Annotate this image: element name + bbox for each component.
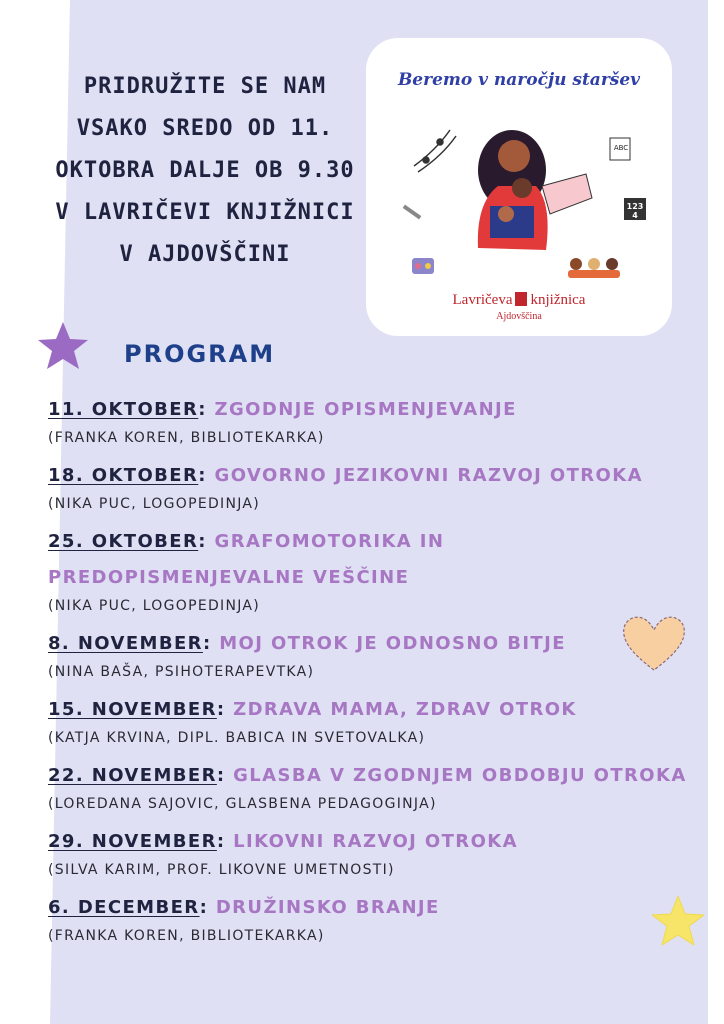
- item-topic: ZGODNJE OPISMENJEVANJE: [214, 399, 517, 420]
- intro-line: V LAVRIČEVI KNJIŽNICI: [55, 200, 355, 225]
- program-item: 25. OKTOBER: GRAFOMOTORIKA IN PREDOPISMENJEVALNE VEŠČINE (NIKA PUC, LOGOPEDINJA): [48, 524, 708, 616]
- program-item: 18. OKTOBER: GOVORNO JEZIKOVNI RAZVOJ OTROKA (NIKA PUC, LOGOPEDINJA): [48, 458, 708, 514]
- logo-text-right: knjižnica: [530, 292, 586, 308]
- item-speaker: (NIKA PUC, LOGOPEDINJA): [48, 496, 261, 512]
- children-icon: [568, 258, 620, 278]
- intro-line: VSAKO SREDO OD 11.: [76, 116, 334, 141]
- item-speaker: (KATJA KRVINA, DIPL. BABICA IN SVETOVALKA): [48, 730, 426, 746]
- number-block-label: 1234: [626, 202, 644, 220]
- library-location: Ajdovščina: [496, 311, 542, 322]
- music-notes-icon: [414, 130, 456, 172]
- item-topic: DRUŽINSKO BRANJE: [215, 897, 440, 918]
- program-item: 22. NOVEMBER: GLASBA V ZGODNJEM OBDOBJU OTROKA (LOREDANA SAJOVIC, GLASBENA PEDAGOGINJA): [48, 758, 708, 814]
- item-date: 15. NOVEMBER: [48, 699, 217, 720]
- item-topic: GOVORNO JEZIKOVNI RAZVOJ OTROKA: [214, 465, 643, 486]
- item-speaker: (LOREDANA SAJOVIC, GLASBENA PEDAGOGINJA): [48, 796, 437, 812]
- book-icon: [515, 292, 527, 306]
- intro-line: PRIDRUŽITE SE NAM: [83, 74, 327, 99]
- item-topic: LIKOVNI RAZVOJ OTROKA: [233, 831, 518, 852]
- program-item: 15. NOVEMBER: ZDRAVA MAMA, ZDRAV OTROK (KATJA KRVINA, DIPL. BABICA IN SVETOVALKA): [48, 692, 708, 748]
- intro-line: V AJDOVŠČINI: [119, 242, 291, 267]
- item-speaker: (NIKA PUC, LOGOPEDINJA): [48, 598, 261, 614]
- program-item: 29. NOVEMBER: LIKOVNI RAZVOJ OTROKA (SILVA KARIM, PROF. LIKOVNE UMETNOSTI): [48, 824, 708, 880]
- item-speaker: (SILVA KARIM, PROF. LIKOVNE UMETNOSTI): [48, 862, 395, 878]
- program-list: [48, 392, 708, 956]
- illustration-card: [366, 38, 672, 336]
- abc-block-label: ABC: [613, 144, 629, 152]
- item-speaker: (FRANKA KOREN, BIBLIOTEKARKA): [48, 928, 325, 944]
- item-date: 25. OKTOBER: [48, 531, 199, 552]
- program-item: 11. OKTOBER: ZGODNJE OPISMENJEVANJE (FRANKA KOREN, BIBLIOTEKARKA): [48, 392, 708, 448]
- library-logo: [366, 292, 672, 309]
- item-date: 8. NOVEMBER: [48, 633, 203, 654]
- purple-star-icon: [36, 320, 90, 372]
- item-topic: GRAFOMOTORIKA IN PREDOPISMENJEVALNE VEŠČINE: [48, 531, 445, 588]
- pencil-icon: [403, 205, 422, 220]
- item-date: 22. NOVEMBER: [48, 765, 217, 786]
- logo-text-left: Lavričeva: [452, 292, 513, 308]
- yellow-star-icon: [650, 894, 706, 948]
- item-date: 29. NOVEMBER: [48, 831, 217, 852]
- item-speaker: (FRANKA KOREN, BIBLIOTEKARKA): [48, 430, 325, 446]
- intro-line: OKTOBRA DALJE OB 9.30: [55, 158, 355, 183]
- heart-icon: [620, 612, 688, 674]
- intro-text: [20, 66, 390, 276]
- card-title: Beremo v naročju staršev: [397, 70, 641, 90]
- item-date: 11. OKTOBER: [48, 399, 199, 420]
- item-speaker: (NINA BAŠA, PSIHOTERAPEVTKA): [48, 664, 315, 680]
- program-item: 8. NOVEMBER: MOJ OTROK JE ODNOSNO BITJE (NINA BAŠA, PSIHOTERAPEVTKA): [48, 626, 708, 682]
- program-title: PROGRAM: [124, 340, 276, 368]
- item-date: 6. DECEMBER: [48, 897, 200, 918]
- item-topic: MOJ OTROK JE ODNOSNO BITJE: [219, 633, 566, 654]
- item-topic: GLASBA V ZGODNJEM OBDOBJU OTROKA: [233, 765, 687, 786]
- item-topic: ZDRAVA MAMA, ZDRAV OTROK: [233, 699, 577, 720]
- toy-icon: [412, 258, 434, 274]
- program-item: 6. DECEMBER: DRUŽINSKO BRANJE (FRANKA KOREN, BIBLIOTEKARKA): [48, 890, 708, 946]
- item-date: 18. OKTOBER: [48, 465, 199, 486]
